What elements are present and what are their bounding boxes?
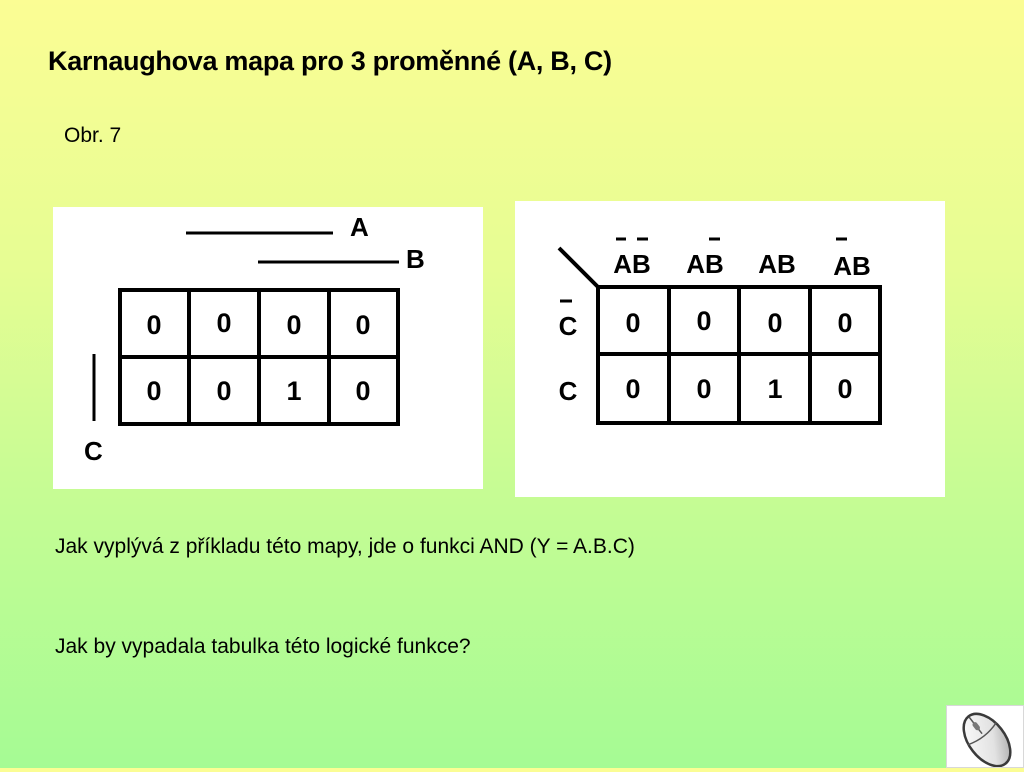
right-cell-r1c4: 0 (837, 308, 853, 338)
right-cell-r2c1: 0 (625, 374, 641, 404)
karnaugh-map-left (53, 207, 483, 489)
left-cell-r2c3: 1 (286, 376, 302, 406)
row-header-1: C (558, 311, 578, 341)
figure-reference: Obr. 7 (64, 124, 122, 147)
variable-a-label: A (350, 212, 369, 242)
col-header-4: AB (833, 251, 871, 281)
left-cell-r1c3: 0 (286, 310, 302, 340)
left-cell-r2c2: 0 (216, 376, 232, 406)
left-cell-r1c4: 0 (355, 310, 371, 340)
karnaugh-map-right (515, 201, 945, 497)
right-cell-r1c1: 0 (625, 308, 641, 338)
explanation-text: Jak vyplývá z příkladu této mapy, jde o funkci AND (Y = A.B.C) (55, 535, 635, 558)
left-cell-r1c2: 0 (216, 308, 232, 338)
karnaugh-map-left-drawing (53, 207, 483, 489)
question-text: Jak by vypadala tabulka této logické funkce? (55, 635, 471, 658)
left-cell-r1c1: 0 (146, 310, 162, 340)
computer-mouse-icon[interactable] (946, 705, 1024, 768)
corner-diagonal (559, 248, 598, 287)
col-header-2: AB (686, 249, 724, 279)
right-cell-r1c3: 0 (767, 308, 783, 338)
variable-b-label: B (406, 244, 425, 274)
karnaugh-map-right-drawing (515, 201, 945, 497)
col-header-3: AB (758, 249, 796, 279)
slide-title: Karnaughova mapa pro 3 proměnné (A, B, C) (48, 46, 612, 76)
right-cell-r2c2: 0 (696, 374, 712, 404)
col-header-1: AB (613, 249, 651, 279)
right-cell-r2c4: 0 (837, 374, 853, 404)
left-cell-r2c1: 0 (146, 376, 162, 406)
row-header-2: C (558, 376, 578, 406)
left-cell-r2c4: 0 (355, 376, 371, 406)
variable-c-label: C (84, 436, 103, 466)
right-cell-r2c3: 1 (767, 374, 783, 404)
right-cell-r1c2: 0 (696, 306, 712, 336)
